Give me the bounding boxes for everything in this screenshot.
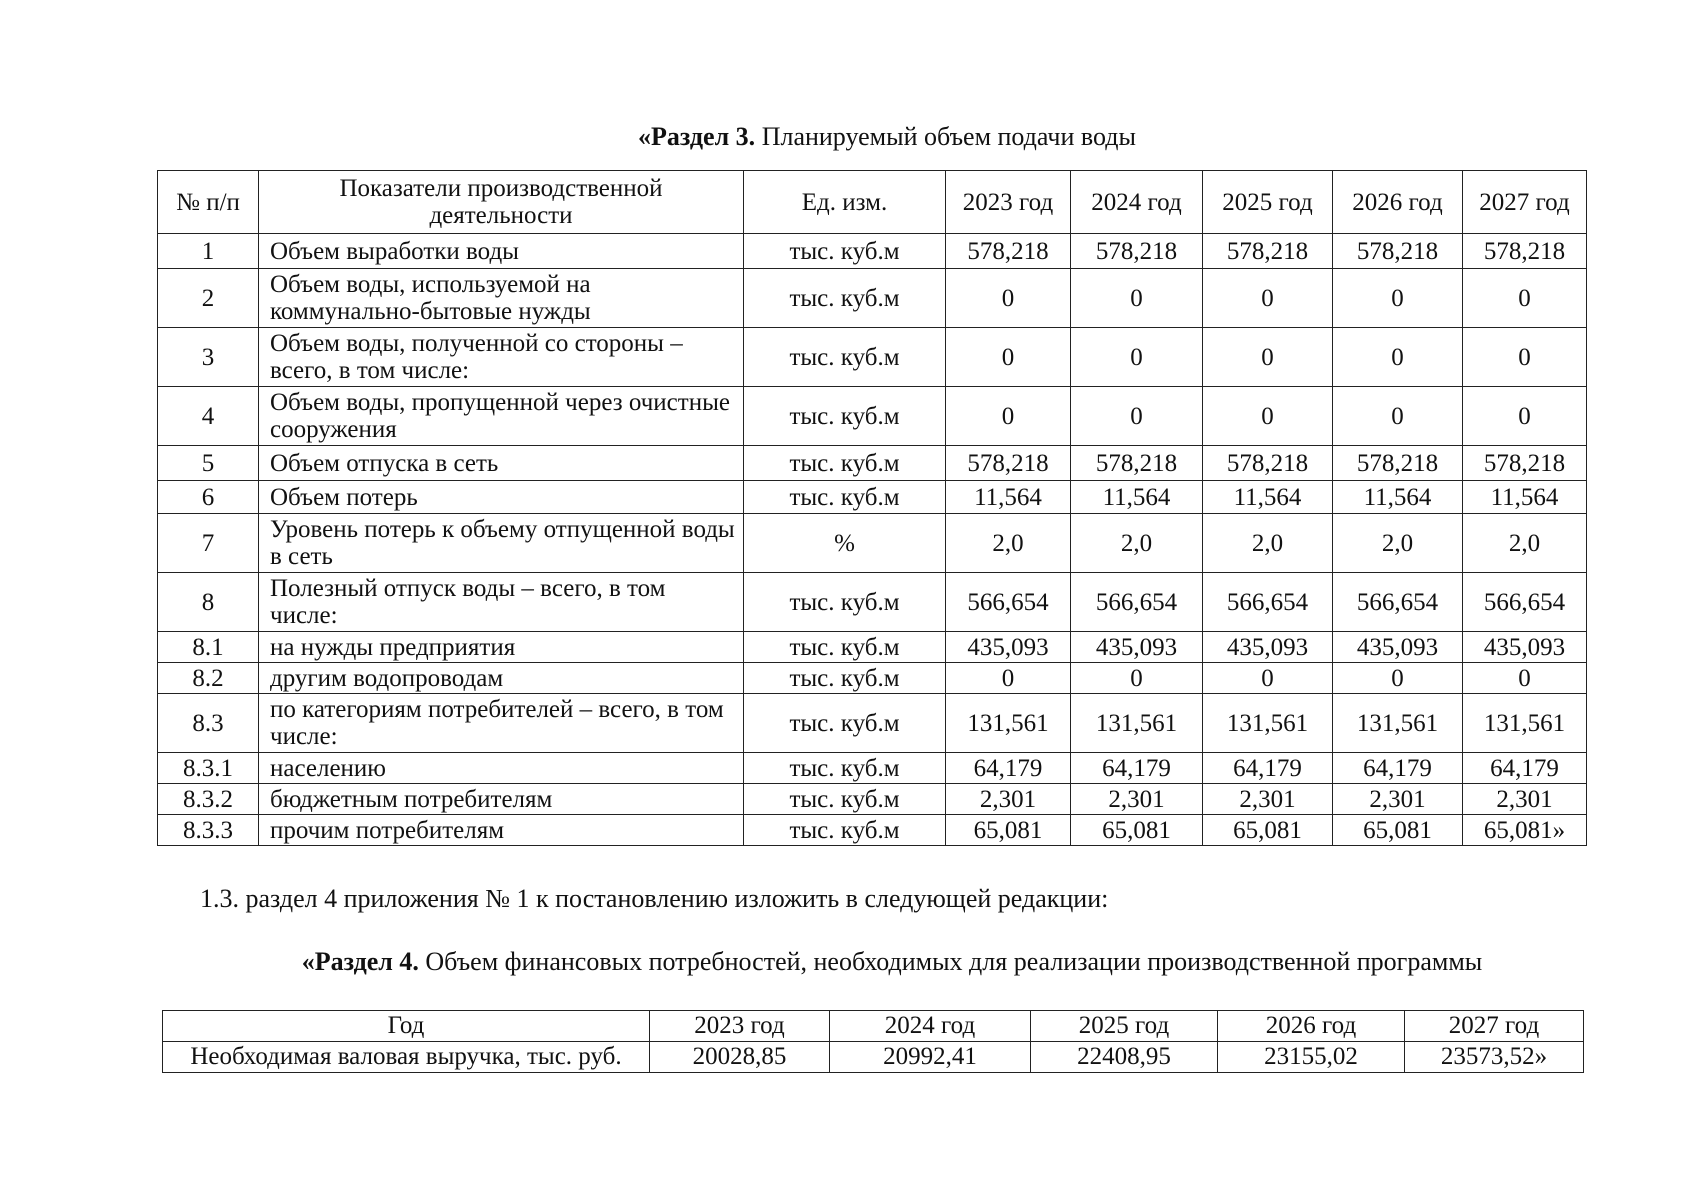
table-row — [158, 815, 1587, 846]
row-number: 2 — [158, 269, 259, 328]
header-year-2024: 2024 год — [830, 1011, 1031, 1042]
indicator-name: по категориям потребителей – всего, в том числе: — [259, 694, 744, 753]
financial-needs-table — [162, 1010, 1584, 1073]
unit: тыс. куб.м — [744, 234, 946, 269]
indicator-name: прочим потребителям — [259, 815, 744, 846]
indicator-name: Объем воды, полученной со стороны – всего, в том числе: — [259, 328, 744, 387]
table-row — [158, 514, 1587, 573]
unit: тыс. куб.м — [744, 269, 946, 328]
revenue-label: Необходимая валовая выручка, тыс. руб. — [163, 1042, 650, 1073]
section-4-title — [42, 947, 1700, 977]
header-year-2027: 2027 год — [1405, 1011, 1584, 1042]
row-number: 8.2 — [158, 663, 259, 694]
header-year-2026: 2026 год — [1333, 171, 1463, 234]
row-number: 8.1 — [158, 632, 259, 663]
table-row — [163, 1042, 1584, 1073]
value-2025: 11,564 — [1203, 481, 1333, 514]
value-2027: 0 — [1463, 663, 1587, 694]
value-2023: 578,218 — [946, 234, 1071, 269]
value-2027: 0 — [1463, 387, 1587, 446]
unit: тыс. куб.м — [744, 573, 946, 632]
value-2026: 578,218 — [1333, 446, 1463, 481]
header-year: Год — [163, 1011, 650, 1042]
value-2027: 0 — [1463, 328, 1587, 387]
table-row — [158, 784, 1587, 815]
table-row — [158, 446, 1587, 481]
unit: тыс. куб.м — [744, 784, 946, 815]
row-number: 1 — [158, 234, 259, 269]
value-2026: 0 — [1333, 387, 1463, 446]
row-number: 6 — [158, 481, 259, 514]
value-2023: 0 — [946, 328, 1071, 387]
value-2025: 65,081 — [1203, 815, 1333, 846]
revenue-2025: 22408,95 — [1031, 1042, 1218, 1073]
table-row — [158, 481, 1587, 514]
water-supply-table-body — [158, 234, 1587, 846]
indicator-name: на нужды предприятия — [259, 632, 744, 663]
unit: тыс. куб.м — [744, 815, 946, 846]
value-2026: 0 — [1333, 663, 1463, 694]
value-2027: 11,564 — [1463, 481, 1587, 514]
indicator-name: Полезный отпуск воды – всего, в том числе: — [259, 573, 744, 632]
unit: тыс. куб.м — [744, 481, 946, 514]
value-2027: 131,561 — [1463, 694, 1587, 753]
water-supply-table — [157, 170, 1587, 846]
value-2025: 131,561 — [1203, 694, 1333, 753]
header-year-2024: 2024 год — [1071, 171, 1203, 234]
value-2025: 0 — [1203, 387, 1333, 446]
header-year-2023: 2023 год — [946, 171, 1071, 234]
value-2023: 131,561 — [946, 694, 1071, 753]
unit: тыс. куб.м — [744, 328, 946, 387]
revenue-2023: 20028,85 — [650, 1042, 830, 1073]
value-2024: 0 — [1071, 328, 1203, 387]
header-unit: Ед. изм. — [744, 171, 946, 234]
header-year-2023: 2023 год — [650, 1011, 830, 1042]
header-number: № п/п — [158, 171, 259, 234]
indicator-name: Уровень потерь к объему отпущенной воды в сеть — [259, 514, 744, 573]
value-2026: 0 — [1333, 328, 1463, 387]
table-row — [158, 234, 1587, 269]
unit: тыс. куб.м — [744, 387, 946, 446]
value-2025: 64,179 — [1203, 753, 1333, 784]
value-2026: 435,093 — [1333, 632, 1463, 663]
value-2027: 2,0 — [1463, 514, 1587, 573]
value-2024: 2,0 — [1071, 514, 1203, 573]
indicator-name: Объем отпуска в сеть — [259, 446, 744, 481]
value-2027: 64,179 — [1463, 753, 1587, 784]
table-header-row — [163, 1011, 1584, 1042]
row-number: 8.3.2 — [158, 784, 259, 815]
value-2024: 2,301 — [1071, 784, 1203, 815]
value-2027: 2,301 — [1463, 784, 1587, 815]
value-2023: 65,081 — [946, 815, 1071, 846]
row-number: 4 — [158, 387, 259, 446]
value-2023: 2,0 — [946, 514, 1071, 573]
value-2024: 64,179 — [1071, 753, 1203, 784]
unit: тыс. куб.м — [744, 694, 946, 753]
value-2024: 435,093 — [1071, 632, 1203, 663]
value-2024: 0 — [1071, 269, 1203, 328]
revenue-2027: 23573,52» — [1405, 1042, 1584, 1073]
value-2024: 0 — [1071, 663, 1203, 694]
value-2027: 566,654 — [1463, 573, 1587, 632]
section-3-title-text: Планируемый объем подачи воды — [755, 122, 1136, 151]
section-3-title — [37, 122, 1700, 152]
value-2023: 0 — [946, 387, 1071, 446]
indicator-name: Объем воды, пропущенной через очистные сооружения — [259, 387, 744, 446]
row-number: 5 — [158, 446, 259, 481]
value-2025: 435,093 — [1203, 632, 1333, 663]
value-2025: 0 — [1203, 269, 1333, 328]
value-2024: 11,564 — [1071, 481, 1203, 514]
table-row — [158, 632, 1587, 663]
value-2026: 2,0 — [1333, 514, 1463, 573]
indicator-name: Объем выработки воды — [259, 234, 744, 269]
indicator-name: бюджетным потребителям — [259, 784, 744, 815]
unit: тыс. куб.м — [744, 446, 946, 481]
value-2026: 65,081 — [1333, 815, 1463, 846]
value-2023: 578,218 — [946, 446, 1071, 481]
header-indicator: Показатели производственной деятельности — [259, 171, 744, 234]
value-2025: 2,0 — [1203, 514, 1333, 573]
value-2026: 11,564 — [1333, 481, 1463, 514]
value-2025: 0 — [1203, 328, 1333, 387]
value-2023: 566,654 — [946, 573, 1071, 632]
table-row — [158, 328, 1587, 387]
row-number: 7 — [158, 514, 259, 573]
table-row — [158, 663, 1587, 694]
value-2023: 0 — [946, 269, 1071, 328]
table-row — [158, 573, 1587, 632]
indicator-name: другим водопроводам — [259, 663, 744, 694]
value-2023: 11,564 — [946, 481, 1071, 514]
value-2025: 578,218 — [1203, 234, 1333, 269]
row-number: 3 — [158, 328, 259, 387]
header-year-2025: 2025 год — [1031, 1011, 1218, 1042]
value-2027: 578,218 — [1463, 234, 1587, 269]
unit: тыс. куб.м — [744, 632, 946, 663]
value-2027: 578,218 — [1463, 446, 1587, 481]
table-row — [158, 753, 1587, 784]
value-2026: 566,654 — [1333, 573, 1463, 632]
section-4-title-text: Объем финансовых потребностей, необходимых для реализации производственной программы — [418, 947, 1483, 976]
unit: % — [744, 514, 946, 573]
value-2024: 65,081 — [1071, 815, 1203, 846]
table-row — [158, 694, 1587, 753]
value-2025: 566,654 — [1203, 573, 1333, 632]
value-2027: 65,081» — [1463, 815, 1587, 846]
value-2024: 578,218 — [1071, 446, 1203, 481]
value-2023: 0 — [946, 663, 1071, 694]
unit: тыс. куб.м — [744, 663, 946, 694]
section-3-title-bold: «Раздел 3. — [638, 122, 756, 151]
value-2027: 0 — [1463, 269, 1587, 328]
value-2026: 64,179 — [1333, 753, 1463, 784]
value-2023: 2,301 — [946, 784, 1071, 815]
value-2025: 578,218 — [1203, 446, 1333, 481]
table-row — [158, 387, 1587, 446]
value-2024: 578,218 — [1071, 234, 1203, 269]
row-number: 8.3.3 — [158, 815, 259, 846]
table-header-row — [158, 171, 1587, 234]
table-row — [158, 269, 1587, 328]
amendment-paragraph: 1.3. раздел 4 приложения № 1 к постановлению изложить в следующей редакции: — [200, 884, 1109, 913]
unit: тыс. куб.м — [744, 753, 946, 784]
value-2027: 435,093 — [1463, 632, 1587, 663]
header-year-2027: 2027 год — [1463, 171, 1587, 234]
value-2026: 578,218 — [1333, 234, 1463, 269]
value-2024: 566,654 — [1071, 573, 1203, 632]
value-2026: 131,561 — [1333, 694, 1463, 753]
value-2024: 0 — [1071, 387, 1203, 446]
row-number: 8.3 — [158, 694, 259, 753]
indicator-name: населению — [259, 753, 744, 784]
value-2023: 64,179 — [946, 753, 1071, 784]
revenue-2026: 23155,02 — [1218, 1042, 1405, 1073]
value-2023: 435,093 — [946, 632, 1071, 663]
indicator-name: Объем потерь — [259, 481, 744, 514]
row-number: 8 — [158, 573, 259, 632]
section-4-title-bold: «Раздел 4. — [301, 947, 419, 976]
value-2025: 2,301 — [1203, 784, 1333, 815]
value-2026: 0 — [1333, 269, 1463, 328]
header-year-2025: 2025 год — [1203, 171, 1333, 234]
indicator-name: Объем воды, используемой на коммунально-бытовые нужды — [259, 269, 744, 328]
revenue-2024: 20992,41 — [830, 1042, 1031, 1073]
header-year-2026: 2026 год — [1218, 1011, 1405, 1042]
value-2025: 0 — [1203, 663, 1333, 694]
value-2024: 131,561 — [1071, 694, 1203, 753]
value-2026: 2,301 — [1333, 784, 1463, 815]
row-number: 8.3.1 — [158, 753, 259, 784]
